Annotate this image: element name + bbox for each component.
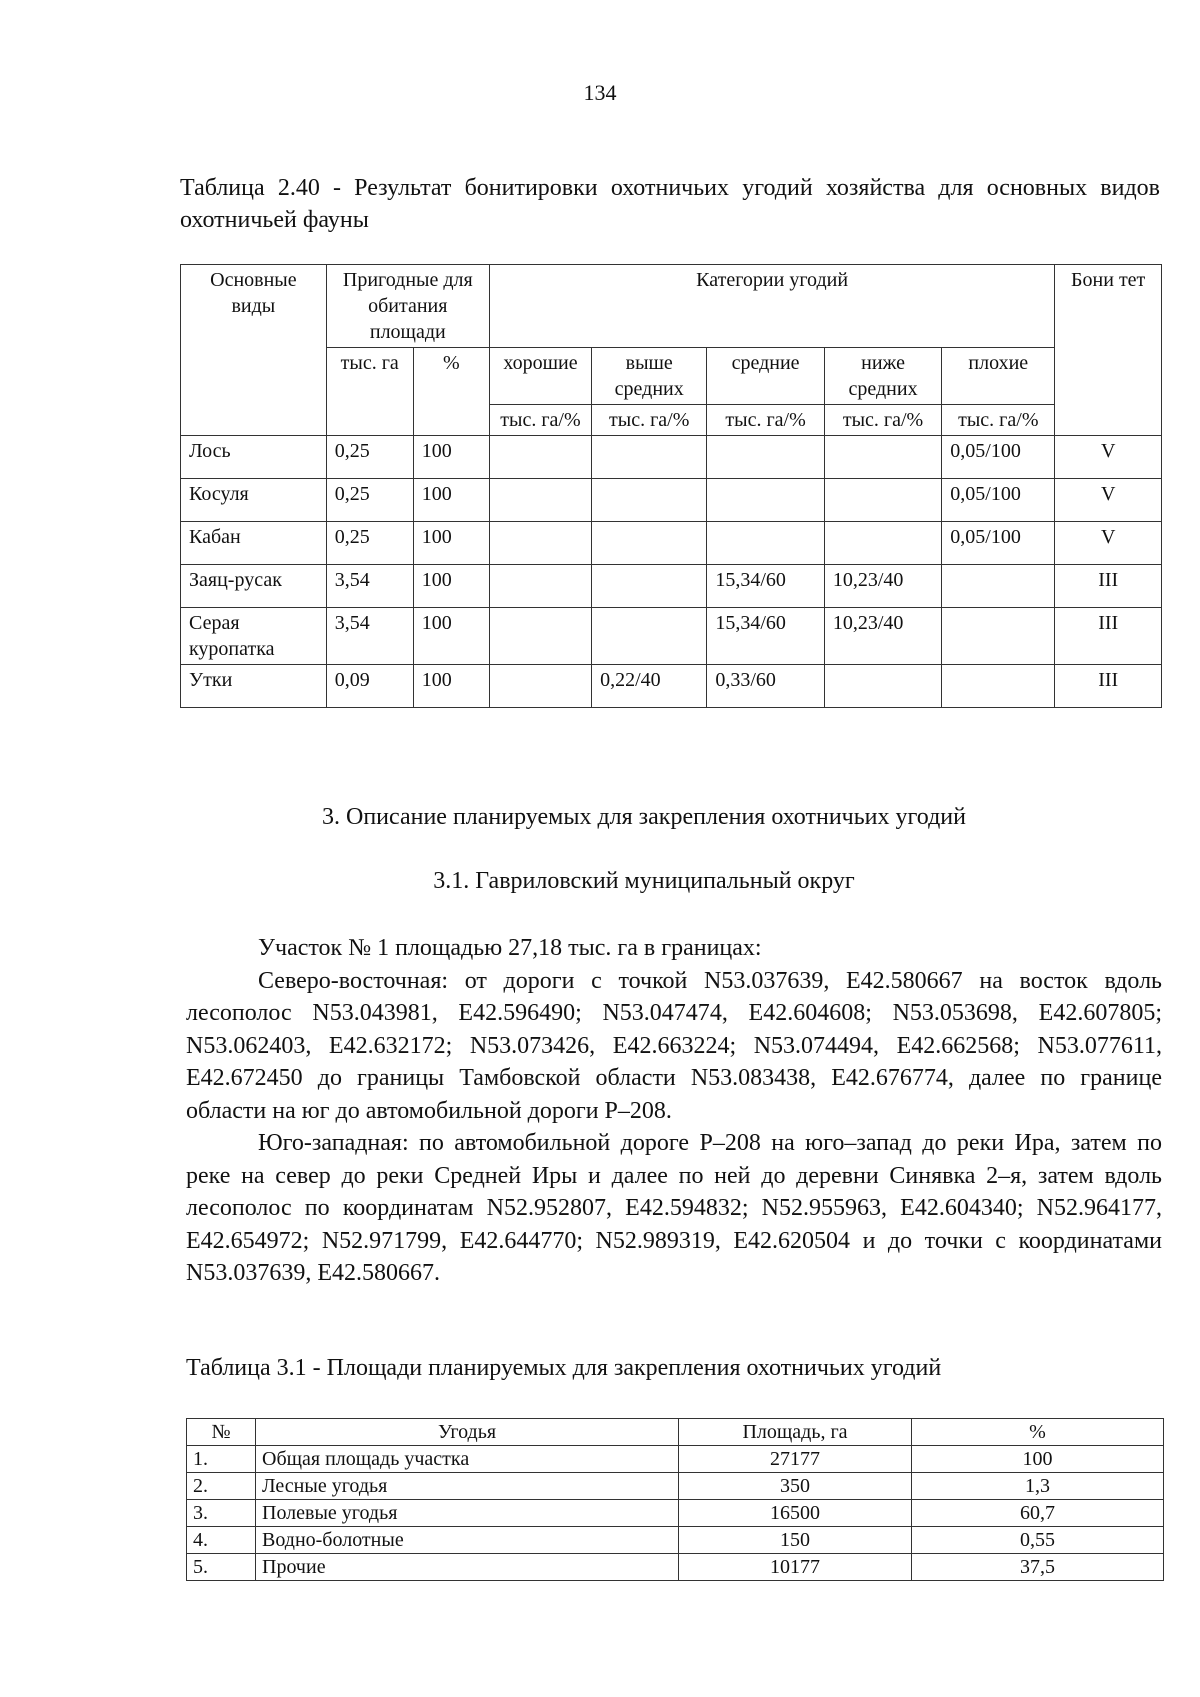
cell-area: 16500 (679, 1500, 912, 1527)
cell-no: 4. (187, 1527, 256, 1554)
header-thous-ha: тыс. га (326, 348, 413, 436)
header-species: Основные виды (181, 265, 327, 436)
cell-area: 0,25 (326, 479, 413, 522)
table-row (187, 1500, 1164, 1527)
cell-below (824, 522, 941, 565)
cell-above: 0,22/40 (592, 665, 707, 708)
paragraph: Юго-западная: по автомобильной дороге Р–208 на юго–запад до реки Ира, затем по реке на север до реки Средней Иры и далее по ней до деревни Синявка 2–я, затем вдоль лесополос по координатам N52.952807, E42.594832; N52.955963, E42.604340; N52.964177, E42.654972; N52.971799, E42.644770; N52.989319, E42.620504 и до точки с координатами N53.037639, E42.580667. (186, 1130, 1162, 1286)
cell-area: 0,25 (326, 436, 413, 479)
header-land: Угодья (256, 1419, 679, 1446)
cell-below (824, 665, 941, 708)
cell-avg: 15,34/60 (707, 608, 824, 665)
cell-below (824, 436, 941, 479)
cell-bonitet: III (1055, 665, 1162, 708)
header-unit: тыс. га/% (489, 405, 591, 436)
bonitet-table (180, 264, 1162, 708)
cell-land: Лесные угодья (256, 1473, 679, 1500)
cell-poor: 0,05/100 (942, 436, 1055, 479)
cell-pct: 0,55 (912, 1527, 1164, 1554)
table-row (187, 1554, 1164, 1581)
header-poor: плохие (942, 348, 1055, 405)
cell-pct: 100 (413, 608, 489, 665)
header-below-avg: ниже средних (824, 348, 941, 405)
cell-species: Косуля (181, 479, 327, 522)
header-above-avg: выше средних (592, 348, 707, 405)
header-unit: тыс. га/% (824, 405, 941, 436)
cell-land: Полевые угодья (256, 1500, 679, 1527)
cell-species: Заяц-русак (181, 565, 327, 608)
cell-avg (707, 522, 824, 565)
cell-land: Общая площадь участка (256, 1446, 679, 1473)
cell-pct: 37,5 (912, 1554, 1164, 1581)
cell-good (489, 565, 591, 608)
subsection-heading: 3.1. Гавриловский муниципальный округ (433, 868, 855, 894)
table-row (181, 665, 1162, 708)
cell-below: 10,23/40 (824, 565, 941, 608)
cell-species: Утки (181, 665, 327, 708)
cell-above (592, 436, 707, 479)
table2-caption: Таблица 3.1 - Площади планируемых для закрепления охотничьих угодий (186, 1355, 942, 1381)
header-unit: тыс. га/% (942, 405, 1055, 436)
cell-poor (942, 665, 1055, 708)
body-text (186, 932, 1162, 1290)
cell-above (592, 522, 707, 565)
cell-area: 150 (679, 1527, 912, 1554)
cell-pct: 100 (413, 436, 489, 479)
cell-pct: 100 (912, 1446, 1164, 1473)
cell-good (489, 665, 591, 708)
cell-bonitet: V (1055, 436, 1162, 479)
header-pct: % (912, 1419, 1164, 1446)
cell-area: 3,54 (326, 608, 413, 665)
cell-area: 0,09 (326, 665, 413, 708)
page-number: 134 (583, 80, 617, 105)
cell-no: 3. (187, 1500, 256, 1527)
table-row (181, 522, 1162, 565)
cell-no: 5. (187, 1554, 256, 1581)
table-row (187, 1446, 1164, 1473)
paragraph: Северо-восточная: от дороги с точкой N53.037639, E42.580667 на восток вдоль лесополос N53.043981, E42.596490; N53.047474, E42.604608; N53.053698, E42.607805; N53.062403, E42.632172; N53.073426, E42.663224; N53.074494, E42.662568; N53.077611, E42.672450 до границы Тамбовской области N53.083438, E42.676774, далее по границе области на юг до автомобильной дороги Р–208. (186, 967, 1162, 1124)
cell-species: Серая куропатка (181, 608, 327, 665)
cell-bonitet: III (1055, 608, 1162, 665)
cell-land: Водно-болотные (256, 1527, 679, 1554)
cell-above (592, 479, 707, 522)
cell-poor (942, 565, 1055, 608)
cell-below (824, 479, 941, 522)
cell-pct: 100 (413, 479, 489, 522)
areas-table (186, 1418, 1164, 1581)
cell-poor (942, 608, 1055, 665)
cell-area: 350 (679, 1473, 912, 1500)
cell-good (489, 522, 591, 565)
table-row (187, 1527, 1164, 1554)
cell-bonitet: V (1055, 479, 1162, 522)
paragraph: Участок № 1 площадью 27,18 тыс. га в границах: (258, 935, 762, 961)
cell-pct: 100 (413, 665, 489, 708)
cell-species: Кабан (181, 522, 327, 565)
table-header-row (187, 1419, 1164, 1446)
cell-no: 2. (187, 1473, 256, 1500)
cell-area: 3,54 (326, 565, 413, 608)
cell-avg: 0,33/60 (707, 665, 824, 708)
table-row (181, 608, 1162, 665)
header-no: № (187, 1419, 256, 1446)
cell-avg: 15,34/60 (707, 565, 824, 608)
header-percent: % (413, 348, 489, 436)
cell-species: Лось (181, 436, 327, 479)
cell-good (489, 436, 591, 479)
cell-poor: 0,05/100 (942, 522, 1055, 565)
cell-poor: 0,05/100 (942, 479, 1055, 522)
cell-area: 10177 (679, 1554, 912, 1581)
table1-caption: Таблица 2.40 - Результат бонитировки охотничьих угодий хозяйства для основных видов охотничьей фауны (180, 175, 1160, 233)
cell-pct: 100 (413, 522, 489, 565)
cell-pct: 1,3 (912, 1473, 1164, 1500)
cell-area: 0,25 (326, 522, 413, 565)
table-row (181, 436, 1162, 479)
cell-land: Прочие (256, 1554, 679, 1581)
cell-avg (707, 479, 824, 522)
section-heading: 3. Описание планируемых для закрепления охотничьих угодий (322, 804, 966, 830)
cell-good (489, 479, 591, 522)
cell-above (592, 608, 707, 665)
header-area: Площадь, га (679, 1419, 912, 1446)
header-unit: тыс. га/% (707, 405, 824, 436)
header-unit: тыс. га/% (592, 405, 707, 436)
cell-below: 10,23/40 (824, 608, 941, 665)
header-categories: Категории угодий (489, 265, 1055, 348)
table-row (181, 565, 1162, 608)
table-row (187, 1473, 1164, 1500)
cell-pct: 100 (413, 565, 489, 608)
cell-bonitet: V (1055, 522, 1162, 565)
cell-bonitet: III (1055, 565, 1162, 608)
cell-good (489, 608, 591, 665)
header-bonitet: Бони тет (1055, 265, 1162, 436)
table-row (181, 479, 1162, 522)
header-average: средние (707, 348, 824, 405)
cell-pct: 60,7 (912, 1500, 1164, 1527)
cell-avg (707, 436, 824, 479)
header-good: хорошие (489, 348, 591, 405)
cell-above (592, 565, 707, 608)
cell-no: 1. (187, 1446, 256, 1473)
header-suitable: Пригодные для обитания площади (326, 265, 489, 348)
cell-area: 27177 (679, 1446, 912, 1473)
